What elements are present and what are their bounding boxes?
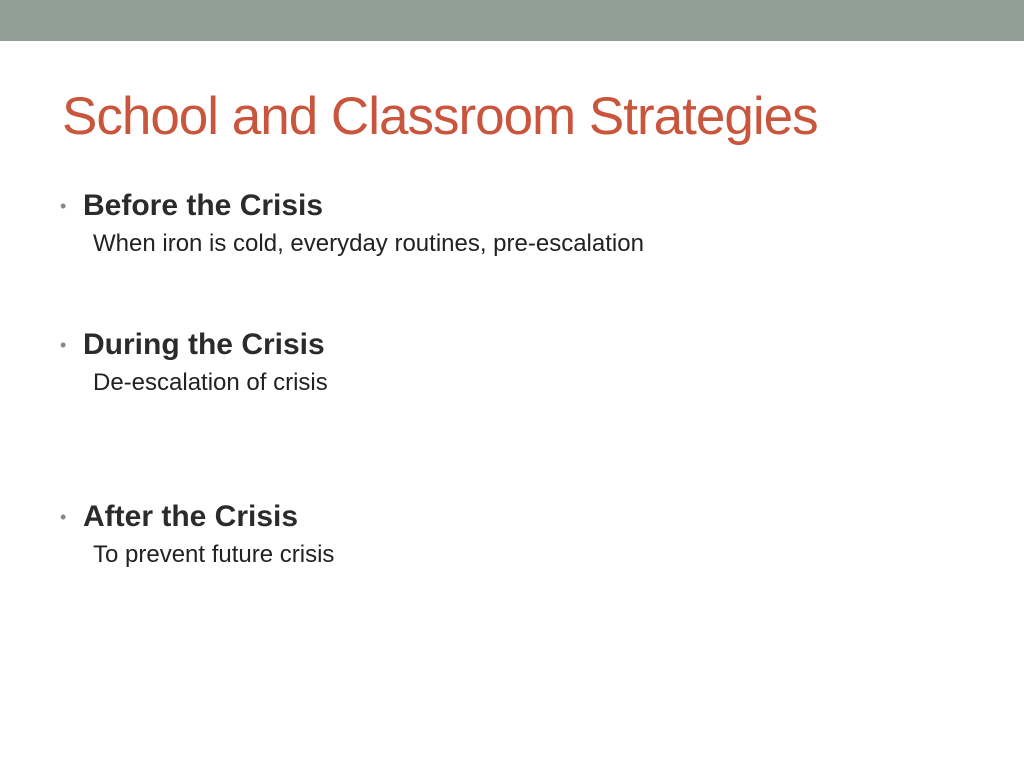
bullet-heading: During the Crisis bbox=[83, 328, 325, 361]
bullet-detail: To prevent future crisis bbox=[93, 541, 335, 568]
bullet-heading: Before the Crisis bbox=[83, 189, 324, 222]
bullet-detail: When iron is cold, everyday routines, pre-escalation bbox=[93, 230, 644, 257]
bullet-dot-icon: • bbox=[60, 507, 67, 527]
bullet-heading: After the Crisis bbox=[83, 500, 299, 533]
bullet-dot-icon: • bbox=[60, 196, 67, 216]
top-accent-bar bbox=[0, 0, 1024, 41]
bullet-detail: De-escalation of crisis bbox=[93, 369, 328, 396]
slide-title: School and Classroom Strategies bbox=[62, 87, 818, 146]
bullet-dot-icon: • bbox=[60, 335, 67, 355]
